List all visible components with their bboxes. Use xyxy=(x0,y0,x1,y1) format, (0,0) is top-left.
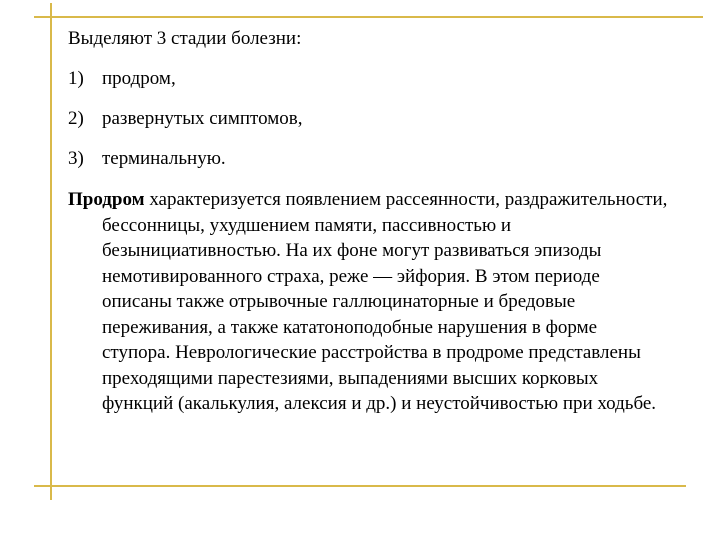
stage-item xyxy=(68,147,668,171)
prodrome-description: характеризуется появлением рассеянности, раздражительности, бессонницы, ухудшением памяти, пассивностью и безынициативностью. На их фоне могут развиваться эпизоды немотивированного страха, реже — эйфория. В этом периоде описаны также отрывочные галлюцинаторные и бредовые переживания, а также кататоноподобные нарушения в форме ступора. Неврологические расстройства в продроме представлены преходящими парестезиями, выпадениями высших корковых функций (акалькулия, алексия и др.) и неустойчивостью при ходьбе. xyxy=(102,189,668,414)
left-rule xyxy=(50,3,52,500)
stage-item xyxy=(68,107,668,131)
stage-item xyxy=(68,67,668,91)
stage-label: терминальную. xyxy=(102,148,226,169)
top-rule xyxy=(34,16,703,18)
slide-content xyxy=(68,27,668,417)
stage-label: развернутых симптомов, xyxy=(102,108,303,129)
bottom-rule xyxy=(34,485,686,487)
stage-number: 2) xyxy=(68,108,84,129)
stage-number: 1) xyxy=(68,68,84,89)
stage-number: 3) xyxy=(68,148,84,169)
stage-label: продром, xyxy=(102,68,176,89)
intro-text: Выделяют 3 стадии болезни: xyxy=(68,28,302,49)
prodrome-term: Продром xyxy=(68,189,145,210)
prodrome-paragraph xyxy=(68,187,668,417)
